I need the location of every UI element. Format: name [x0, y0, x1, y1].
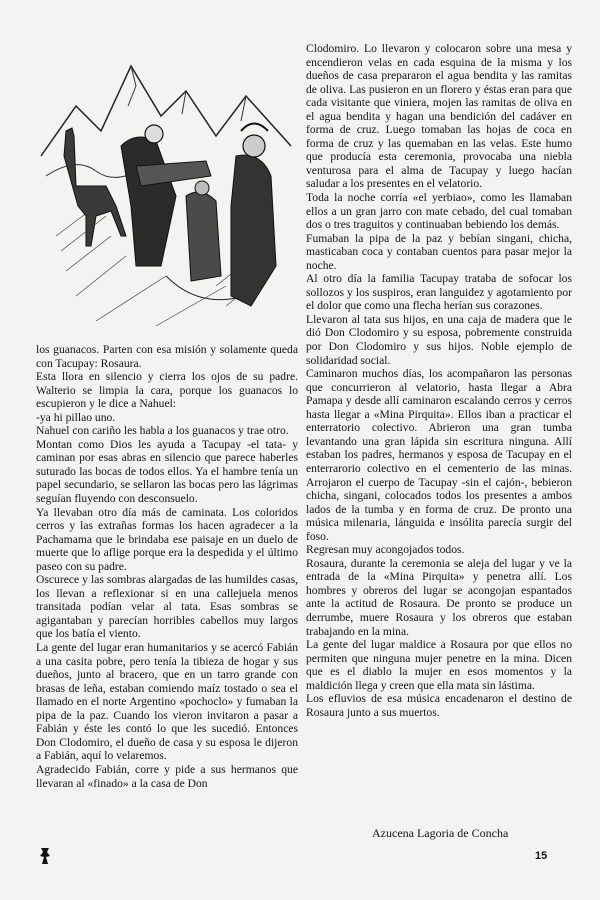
- paragraph: Toda la noche corría «el yerbiao», como les llamaban ellos a un gran jarro con mate cebado, del cual tomaban dos o tres traguitos y continuaban bebiendo los demás.: [306, 191, 572, 232]
- page-number: 15: [535, 850, 548, 862]
- paragraph: Oscurece y las sombras alargadas de las humildes casas, los llevan a reflexionar si en una callejuela menos transitada podían velar al tata. Esas sombras se agigantaban y parecían horribles cabellos muy largos que los batía el viento.: [36, 573, 298, 641]
- paragraph: Regresan muy acongojados todos.: [306, 543, 465, 557]
- paragraph: Montan como Dios les ayuda a Tacupay -el tata- y caminan por esas abras en silencio que parece haberles suturado las bocas de todos ellos. Ya el hambre tenía un papel secundario, se sellaron las bocas pero las lágrimas seguían fluyendo con desconsuelo.: [36, 437, 298, 506]
- paragraph: Llevaron al tata sus hijos, en una caja de madera que le dió Don Clodomiro y su esposa, pobremente construida por Don Clodomiro y sus hijos. Noble ejemplo de solidaridad social.: [306, 312, 572, 367]
- paragraph: Esta llora en silencio y cierra los ojos de su padre. Walterio se limpia la cara, porque los guanacos lo escupieron y le dice a Nahuel:: [36, 370, 298, 411]
- publisher-logo-icon: [38, 846, 52, 866]
- paragraph: Rosaura, durante la ceremonia se aleja del lugar y ve la entrada de la «Mina Pirquita» y penetra allí. Los hombres y obreros del lugar se acongojan espantados ante la actitud de Rosaura. De pronto se produce un derrumbe, muere Rosaura y los obreros que estaban trabajando en la mina.: [306, 556, 572, 638]
- paragraph: los guanacos. Parten con esa misión y solamente queda con Tacupay: Rosaura.: [36, 343, 298, 370]
- right-text-column: [306, 42, 572, 719]
- paragraph: -ya hi pillao uno.: [36, 410, 116, 424]
- ink-drawing-illustration: [36, 36, 296, 336]
- paragraph: Clodomiro. Lo llevaron y colocaron sobre una mesa y encendieron velas en cada esquina de la misma y los dueños de casa prepararon el agua bendita y las ramitas de oliva. Las pusieron en un florero y éstas eran para que cada visitante que viniera, mojen las ramitas de oliva en el agua bendita y hagan una bendición del cadáver en forma de cruz. Luego tomaban las hojas de coca en forma de cruz y las quemaban en las velas. Este humo que producía esta ceremonia, provocaba una niebla venturosa para el alma de Tacupay y luego hacían saludar a los presentes en el velatorio.: [306, 42, 572, 191]
- paragraph: Agradecido Fabián, corre y pide a sus hermanos que llevaran al «finado» a la casa de Don: [36, 762, 298, 790]
- paragraph: Fumaban la pipa de la paz y bebían singani, chicha, masticaban coca y contaban cuentos para pasar mejor la noche.: [306, 231, 572, 272]
- paragraph: Al otro día la familia Tacupay trataba de sofocar los sollozos y los suspiros, eran languidez y agotamiento por el dolor que como una flecha herían sus corazones.: [306, 272, 572, 313]
- paragraph: Caminaron muchos días, los acompañaron las personas que concurrieron al velatorio, hasta llegar a Abra Pamapa y desde allí caminaron escalando cerros y cerros hasta llegar a «Mina Pirquita». Ellos iban a practicar el enterratorio colectivo. Abrieron una gran tumba levantando una gran lápida sin escritura ninguna. Allí estaban los padres, hermanos y esposa de Tacupay en el enterrarorio colectivo en el cementerio de las minas. Arrojaron el cuerpo de Tacupay -sin el cajón-, bebieron chicha, singani, colocados todos los presentes a ambos lados de la tumba y en forma de cruz. De pronto una música milenaria, lánguida e insólita parecía surgir del foso.: [306, 367, 572, 543]
- paragraph: Ya llevaban otro día más de caminata. Los coloridos cerros y las extrañas formas los hacen agradecer a la Pachamama que le brindaba ese paisaje en un duelo de muerte que lo aflige porque era la despedida y el último paseo con su padre.: [36, 505, 298, 573]
- left-text-column: [36, 343, 298, 790]
- paragraph: Nahuel con cariño les habla a los guanacos y trae otro.: [36, 424, 289, 438]
- author-signature: Azucena Lagoria de Concha: [372, 826, 509, 840]
- paragraph: La gente del lugar maldice a Rosaura por que ellos no permiten que ninguna mujer penetre en la mina. Dicen que es el diablo la mujer en esos momentos y la maldición llega y creen que ella mata sin lástima.: [306, 638, 572, 692]
- paragraph: La gente del lugar eran humanitarios y se acercó Fabián a una casita pobre, pero tenía la tibieza de hogar y sus dueños, junto al bracero, que en un tarro grande con brasas de leña, estaban comiendo maíz tostado o sea el llamado en el norte Argentino «pochoclo» y fumaban la pipa de la paz. Cuando los vieron invitaron a pasar a Fabián y éste les contó lo que les sucedió. Entonces Don Clodomiro, el dueño de casa y su esposa le dijeron a Fabián, aquí lo velaremos.: [36, 641, 298, 763]
- paragraph: Los efluvios de esa música encadenaron el destino de Rosaura junto a sus muertos.: [306, 692, 572, 719]
